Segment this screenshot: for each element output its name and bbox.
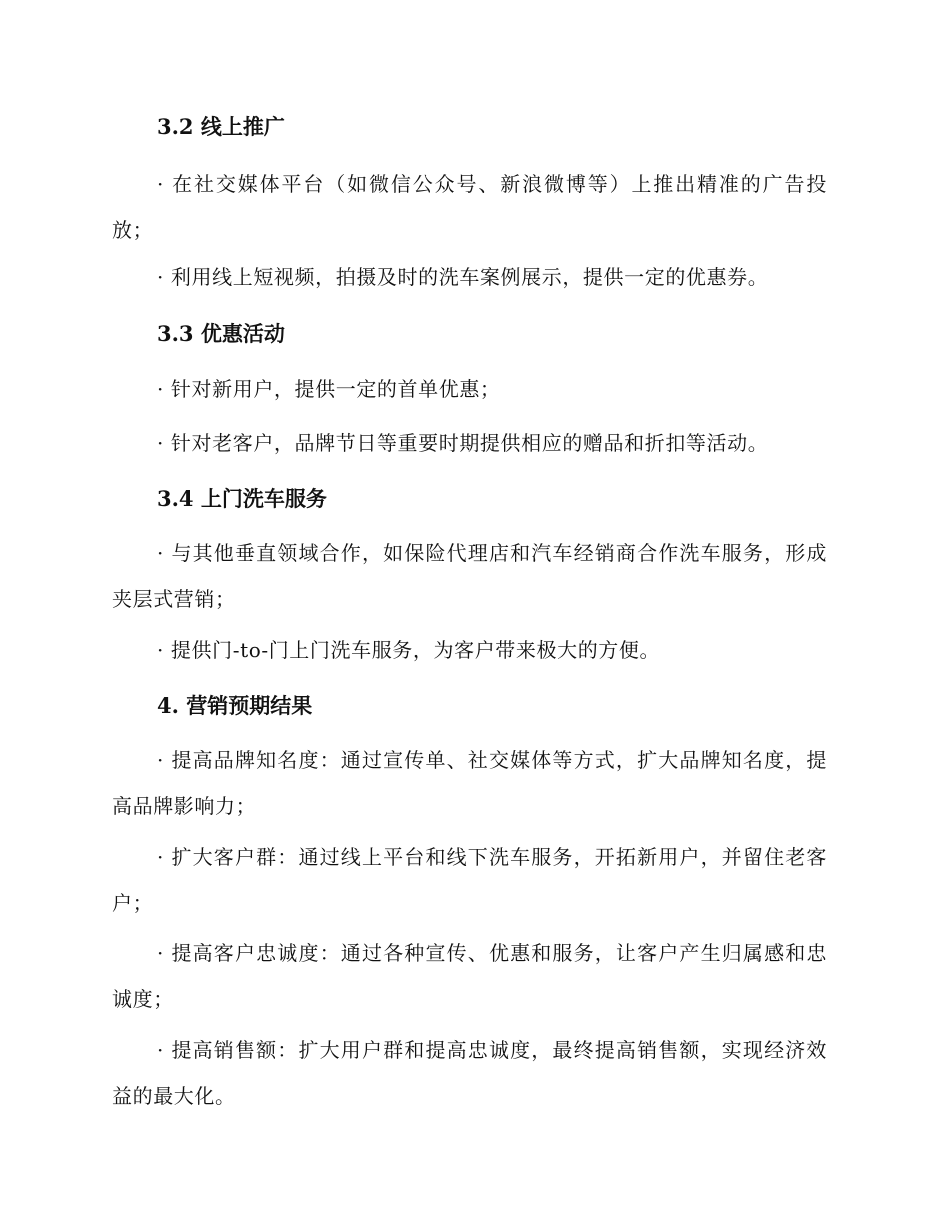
- list-item: · 扩大客户群：通过线上平台和线下洗车服务，开拓新用户，并留住老客户；: [112, 845, 827, 915]
- section-heading-promotions: 3.3 优惠活动: [157, 321, 285, 346]
- list-item: · 与其他垂直领域合作，如保险代理店和汽车经销商合作洗车服务，形成夹层式营销；: [112, 541, 827, 611]
- section-heading-home-car-wash: 3.4 上门洗车服务: [157, 486, 327, 511]
- list-item: · 在社交媒体平台（如微信公众号、新浪微博等）上推出精准的广告投放；: [112, 172, 827, 242]
- list-item: · 针对老客户，品牌节日等重要时期提供相应的赠品和折扣等活动。: [157, 431, 769, 455]
- list-item: · 利用线上短视频，拍摄及时的洗车案例展示，提供一定的优惠券。: [157, 265, 769, 289]
- list-item: · 提高销售额：扩大用户群和提高忠诚度，最终提高销售额，实现经济效益的最大化。: [112, 1038, 827, 1108]
- section-heading-online-promotion: 3.2 线上推广: [157, 114, 285, 139]
- list-item: · 提高品牌知名度：通过宣传单、社交媒体等方式，扩大品牌知名度，提高品牌影响力；: [112, 748, 827, 818]
- list-item: · 提高客户忠诚度：通过各种宣传、优惠和服务，让客户产生归属感和忠诚度；: [112, 941, 827, 1011]
- section-heading-expected-results: 4. 营销预期结果: [157, 693, 313, 718]
- list-item: · 针对新用户，提供一定的首单优惠；: [157, 377, 501, 401]
- list-item: · 提供门-to-门上门洗车服务，为客户带来极大的方便。: [157, 638, 661, 662]
